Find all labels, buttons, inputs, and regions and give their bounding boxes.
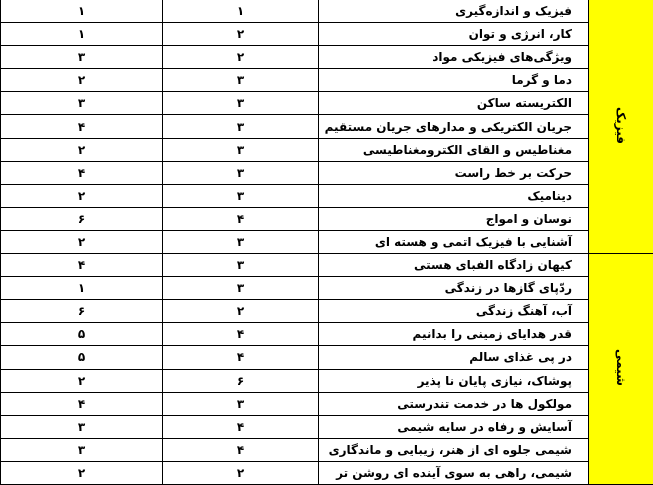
- topic-cell: قدر هدایای زمینی را بدانیم: [319, 323, 589, 346]
- topic-cell: پوشاک، نیازی پایان نا پذیر: [319, 369, 589, 392]
- value-cell-a: ۲: [1, 230, 163, 253]
- subject-label: شیمی: [614, 349, 628, 386]
- subject-label: فیزیک: [614, 107, 628, 144]
- topic-cell: آب، آهنگ زندگی: [319, 300, 589, 323]
- topic-cell: ردّپای گازها در زندگی: [319, 277, 589, 300]
- topic-cell: شیمی، راهی به سوی آینده ای روشن تر: [319, 461, 589, 484]
- value-cell-a: ۲: [1, 184, 163, 207]
- topic-cell: مغناطیس و القای الکترومغناطیسی: [319, 138, 589, 161]
- value-cell-a: ۲: [1, 69, 163, 92]
- table-row: [1, 369, 653, 392]
- table-row: [1, 92, 653, 115]
- value-cell-a: ۱: [1, 0, 163, 23]
- value-cell-b: ۴: [163, 415, 319, 438]
- value-cell-a: ۲: [1, 138, 163, 161]
- table-row: [1, 46, 653, 69]
- topic-cell: دینامیک: [319, 184, 589, 207]
- value-cell-b: ۳: [163, 277, 319, 300]
- value-cell-b: ۴: [163, 438, 319, 461]
- table-row: [1, 161, 653, 184]
- topics-table-body: [1, 0, 653, 485]
- subject-cell: [589, 0, 653, 254]
- value-cell-a: ۳: [1, 438, 163, 461]
- value-cell-b: ۳: [163, 69, 319, 92]
- topic-cell: ویژگی‌های فیزیکی مواد: [319, 46, 589, 69]
- value-cell-a: ۴: [1, 392, 163, 415]
- table-row: [1, 277, 653, 300]
- topic-cell: کار، انرژی و توان: [319, 23, 589, 46]
- value-cell-b: ۳: [163, 254, 319, 277]
- value-cell-a: ۴: [1, 254, 163, 277]
- value-cell-a: ۶: [1, 207, 163, 230]
- subject-cell: [589, 254, 653, 485]
- value-cell-a: ۴: [1, 115, 163, 138]
- topic-cell: جریان الکتریکی و مدارهای جریان مستقیم: [319, 115, 589, 138]
- value-cell-a: ۱: [1, 23, 163, 46]
- topic-cell: در پی غذای سالم: [319, 346, 589, 369]
- table-row: [1, 323, 653, 346]
- value-cell-b: ۲: [163, 46, 319, 69]
- table-row: [1, 207, 653, 230]
- value-cell-b: ۴: [163, 323, 319, 346]
- table-row: [1, 415, 653, 438]
- value-cell-b: ۳: [163, 392, 319, 415]
- value-cell-a: ۶: [1, 300, 163, 323]
- table-row: [1, 23, 653, 46]
- value-cell-b: ۴: [163, 207, 319, 230]
- value-cell-b: ۱: [163, 0, 319, 23]
- topic-cell: حرکت بر خط راست: [319, 161, 589, 184]
- value-cell-b: ۶: [163, 369, 319, 392]
- value-cell-a: ۱: [1, 277, 163, 300]
- table-row: [1, 69, 653, 92]
- table-row: [1, 184, 653, 207]
- topic-cell: مولکول ها در خدمت تندرستی: [319, 392, 589, 415]
- topic-cell: آشنایی با فیزیک اتمی و هسته ای: [319, 230, 589, 253]
- table-row: [1, 346, 653, 369]
- value-cell-a: ۵: [1, 323, 163, 346]
- value-cell-a: ۳: [1, 92, 163, 115]
- topic-cell: فیزیک و اندازه‌گیری: [319, 0, 589, 23]
- topic-cell: نوسان و امواج: [319, 207, 589, 230]
- topic-cell: الکتریسته ساکن: [319, 92, 589, 115]
- value-cell-b: ۳: [163, 184, 319, 207]
- topic-cell: کیهان زادگاه الفبای هستی: [319, 254, 589, 277]
- table-row: [1, 438, 653, 461]
- table-row: [1, 461, 653, 484]
- table-row: [1, 115, 653, 138]
- table-row: [1, 392, 653, 415]
- topic-cell: دما و گرما: [319, 69, 589, 92]
- value-cell-b: ۴: [163, 346, 319, 369]
- value-cell-a: ۳: [1, 415, 163, 438]
- value-cell-a: ۴: [1, 161, 163, 184]
- value-cell-a: ۵: [1, 346, 163, 369]
- value-cell-b: ۳: [163, 138, 319, 161]
- topic-cell: شیمی جلوه ای از هنر، زیبایی و ماندگاری: [319, 438, 589, 461]
- table-row: [1, 138, 653, 161]
- value-cell-b: ۲: [163, 461, 319, 484]
- value-cell-b: ۳: [163, 161, 319, 184]
- value-cell-a: ۲: [1, 369, 163, 392]
- topic-cell: آسایش و رفاه در سایه شیمی: [319, 415, 589, 438]
- table-row: [1, 300, 653, 323]
- value-cell-b: ۳: [163, 115, 319, 138]
- value-cell-b: ۲: [163, 23, 319, 46]
- table-row: [1, 0, 653, 23]
- value-cell-a: ۲: [1, 461, 163, 484]
- table-row: [1, 230, 653, 253]
- table-row: [1, 254, 653, 277]
- value-cell-b: ۳: [163, 92, 319, 115]
- value-cell-b: ۲: [163, 300, 319, 323]
- value-cell-a: ۳: [1, 46, 163, 69]
- value-cell-b: ۳: [163, 230, 319, 253]
